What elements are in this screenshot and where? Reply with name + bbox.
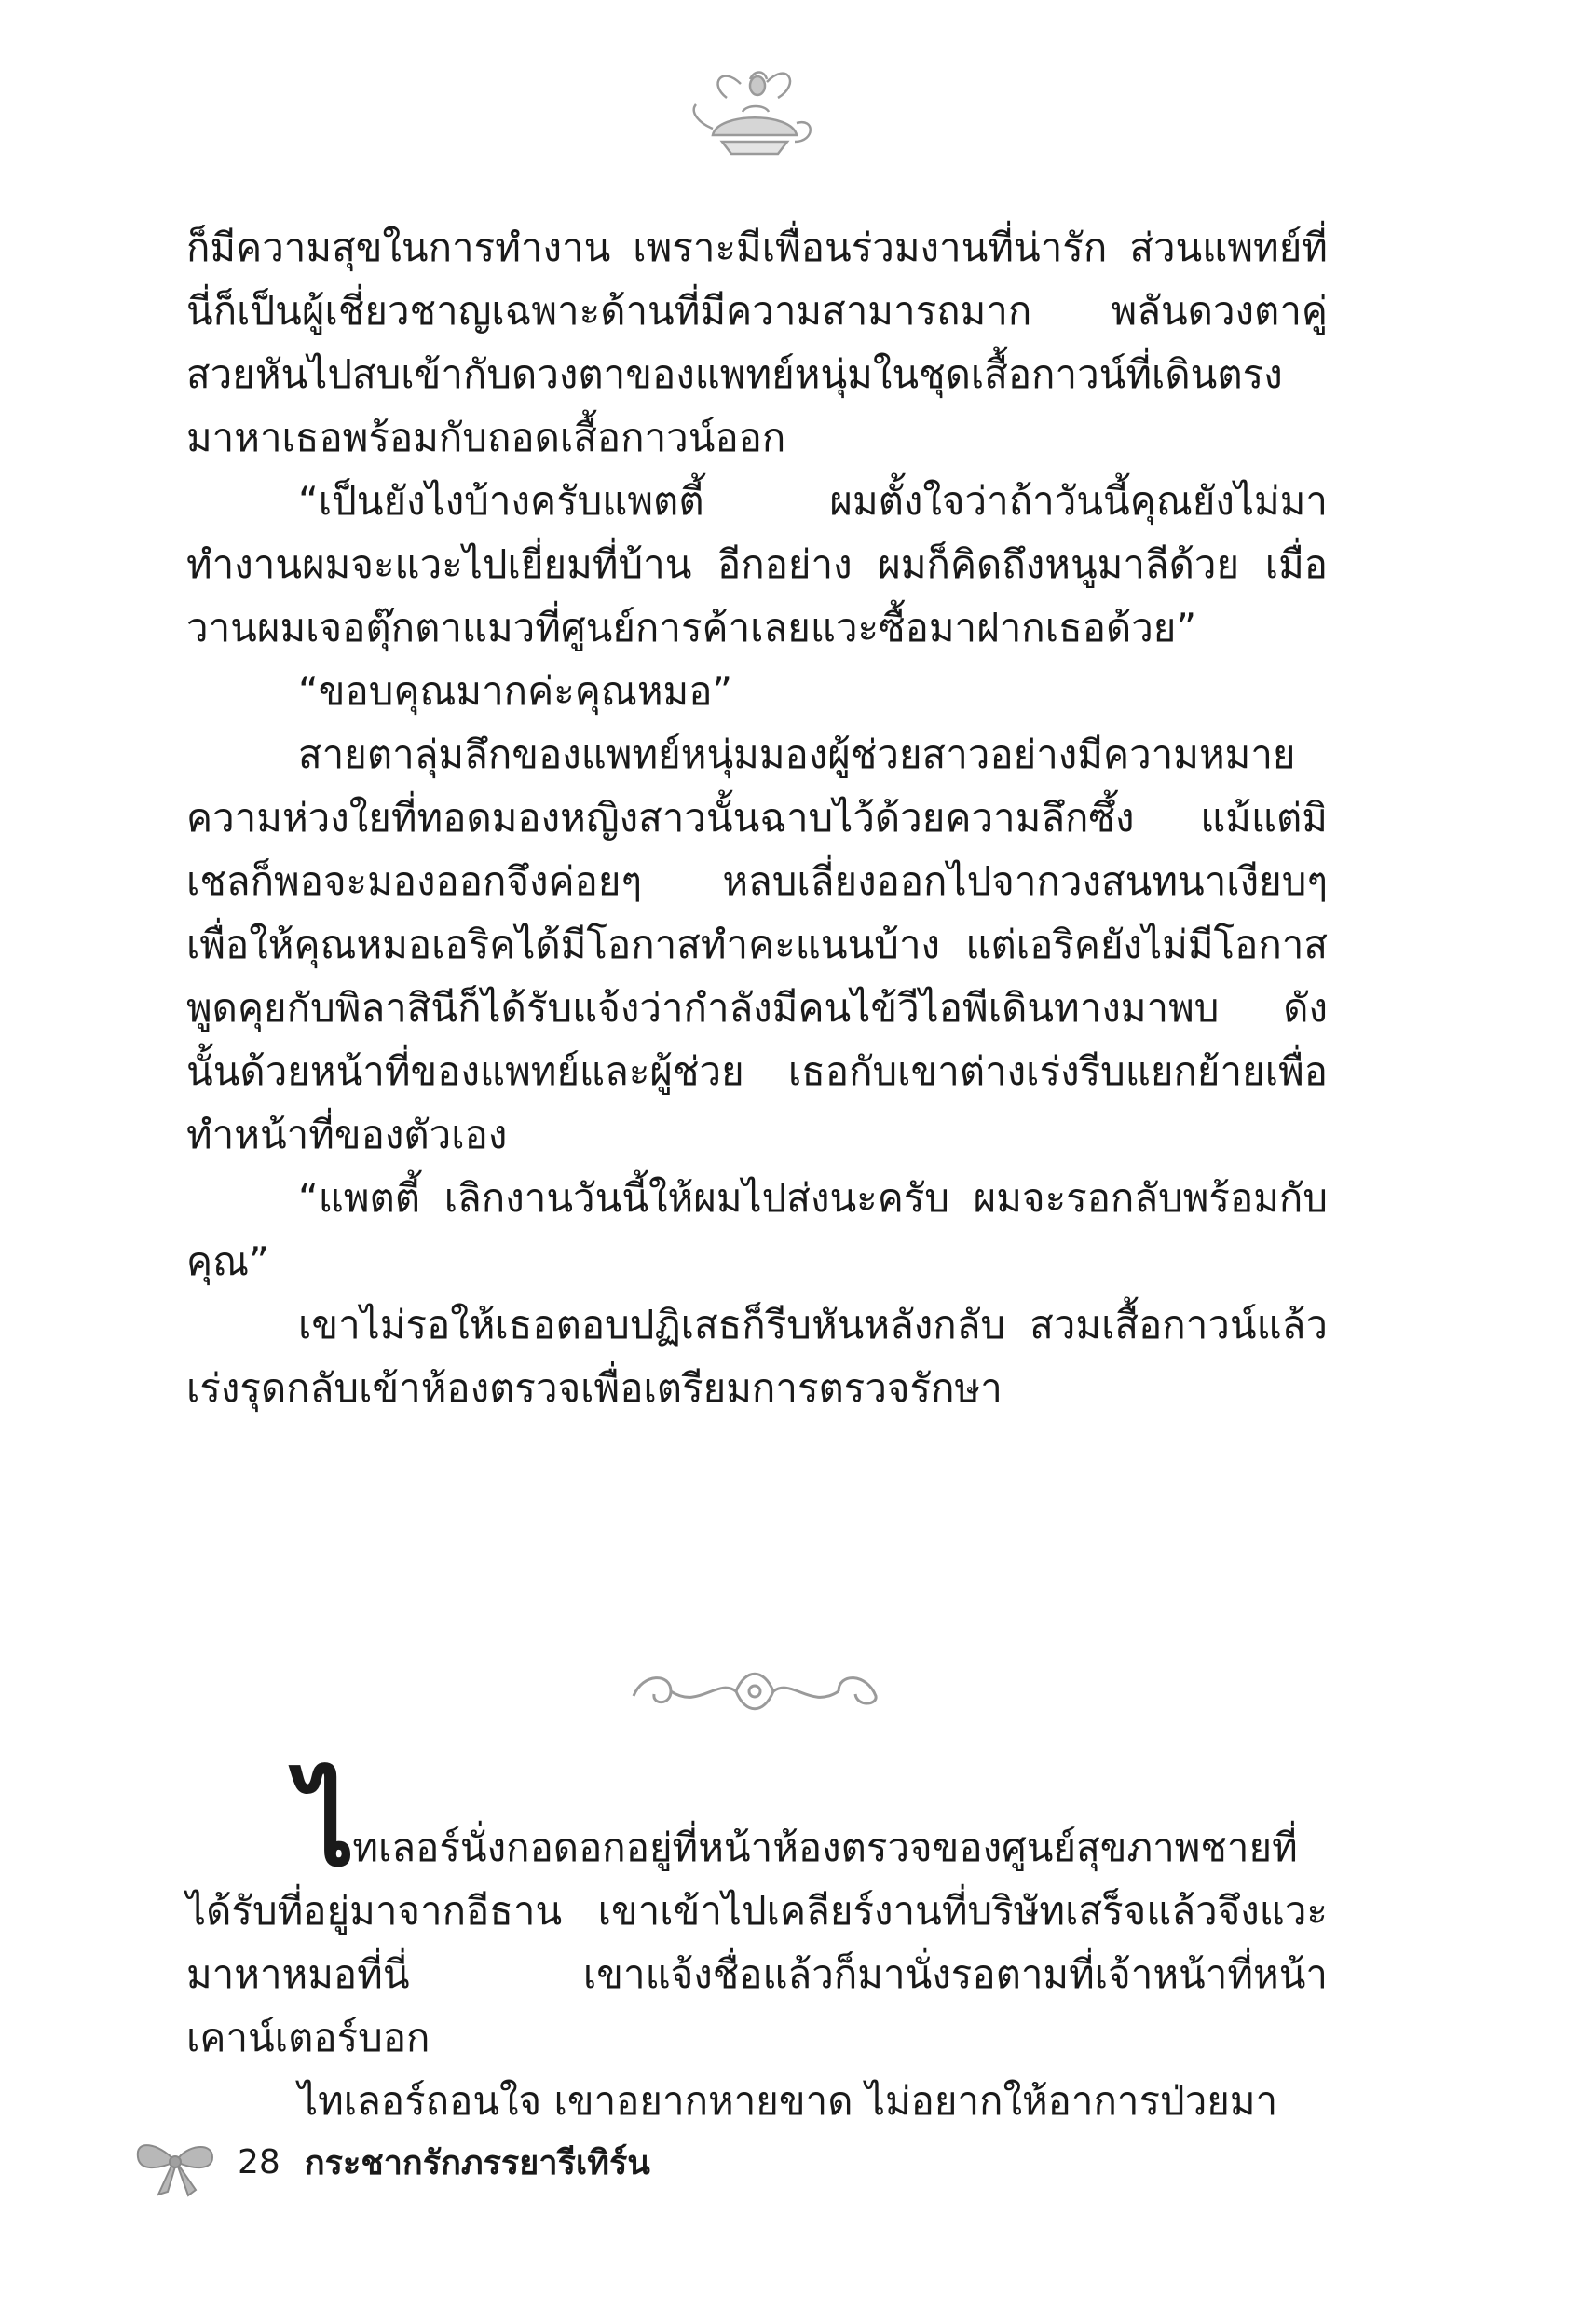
paragraph-with-dropcap [186, 1760, 1328, 2070]
fairy-teapot-ornament-icon [685, 56, 825, 168]
paragraph: ไทเลอร์ถอนใจ เขาอยากหายขาด ไม่อยากให้อาการป่วยมา [298, 2078, 1278, 2124]
paragraph: “แพตตี้ เลิกงานวันนี้ให้ผมไปส่งนะครับ ผมจะรอกลับพร้อมกับคุณ” [186, 1175, 1328, 1284]
page-number: 28 [238, 2142, 280, 2181]
text-section-1 [186, 216, 1328, 1420]
paragraph: “เป็นยังไงบ้างครับแพตตี้ ผมตั้งใจว่าถ้าวันนี้คุณยังไม่มาทำงานผมจะแวะไปเยี่ยมที่บ้าน อีกอย่าง ผมก็คิดถึงหนูมาลีด้วย เมื่อวานผมเจอตุ๊กตาแมวที่ศูนย์การค้าเลยแวะซื้อมาฝากเธอด้วย” [186, 478, 1328, 650]
drop-cap: ไ [298, 1760, 353, 1892]
paragraph: “ขอบคุณมากค่ะคุณหมอ” [298, 668, 733, 714]
paragraph-text: ทเลอร์นั่งกอดอกอยู่ที่หน้าห้องตรวจของศูนย์สุขภาพชายที่ได้รับที่อยู่มาจากอีธาน เขาเข้าไปเคลียร์งานที่บริษัทเสร็จแล้วจึงแวะมาหาหมอที่นี่ เขาแจ้งชื่อแล้วก็มานั่งรอตามที่เจ้าหน้าที่หน้าเคาน์เตอร์บอก [186, 1825, 1328, 2060]
text-section-2 [186, 1760, 1328, 2133]
page-footer [130, 2125, 650, 2199]
paragraph: สายตาลุ่มลึกของแพทย์หนุ่มมองผู้ช่วยสาวอย่างมีความหมาย ความห่วงใยที่ทอดมองหญิงสาวนั้นฉาบไว้ด้วยความลึกซึ้ง แม้แต่มิเชลก็พอจะมองออกจึงค่อยๆ หลบเลี่ยงออกไปจากวงสนทนาเงียบๆ เพื่อให้คุณหมอเอริคได้มีโอกาสทำคะแนนบ้าง แต่เอริคยังไม่มีโอกาสพูดคุยกับพิลาสินีก็ได้รับแจ้งว่ากำลังมีคนไข้วีไอพีเดินทางมาพบ ดังนั้นด้วยหน้าที่ของแพทย์และผู้ช่วย เธอกับเขาต่างเร่งรีบแยกย้ายเพื่อทำหน้าที่ของตัวเอง [186, 732, 1328, 1157]
paragraph: เขาไม่รอให้เธอตอบปฏิเสธก็รีบหันหลังกลับ สวมเสื้อกาวน์แล้วเร่งรุดกลับเข้าห้องตรวจเพื่อเตรียมการตรวจรักษา [186, 1302, 1328, 1411]
ribbon-bow-icon [130, 2125, 219, 2199]
paragraph: ก็มีความสุขในการทำงาน เพราะมีเพื่อนร่วมงานที่น่ารัก ส่วนแพทย์ที่นี่ก็เป็นผู้เชี่ยวชาญเฉพาะด้านที่มีความสามารถมาก พลันดวงตาคู่สวยหันไปสบเข้ากับดวงตาของแพทย์หนุ่มในชุดเสื้อกาวน์ที่เดินตรงมาหาเธอพร้อมกับถอดเสื้อกาวน์ออก [186, 225, 1328, 460]
book-title: กระชากรักภรรยารีเทิร์น [304, 2143, 650, 2182]
section-divider-flourish-icon [615, 1659, 894, 1724]
